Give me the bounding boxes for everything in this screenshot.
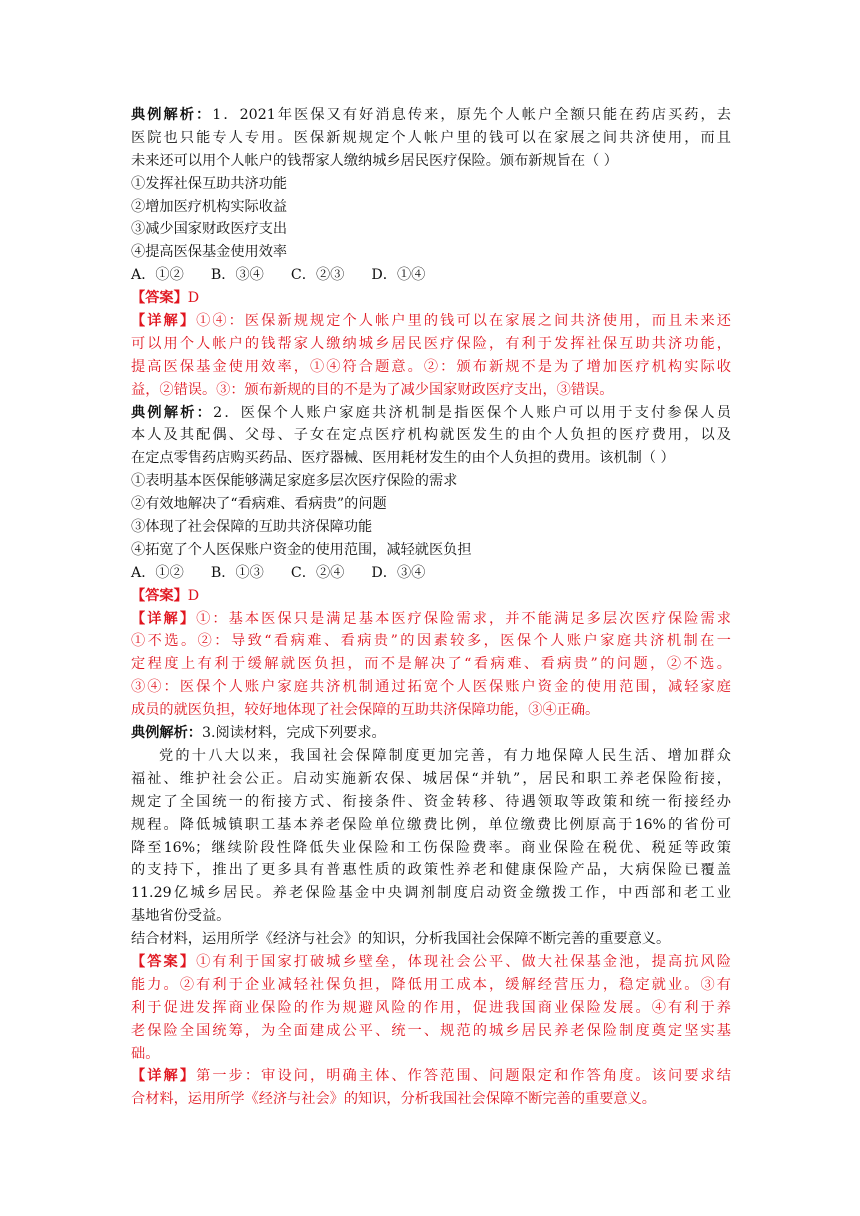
q3-detail-line: 【详解】第一步：审设问，明确主体、作答范围、问题限定和作答角度。该问要求结 (131, 1068, 731, 1085)
q2-option: ③体现了社会保障的互助共济保障功能 (131, 519, 373, 536)
q1-detail-line: 可以用个人帐户的钱帮家人缴纳城乡居民医疗保险，有利于发挥社保互助共济功能， (131, 335, 731, 352)
q3-answer-line: 能力。②有利于企业减轻社保负担，降低用工成本，缓解经营压力，稳定就业。③有 (131, 976, 731, 993)
q2-option: ④拓宽了个人医保账户资金的使用范围，减轻就医负担 (131, 541, 472, 558)
q2-stem-line: 典例解析：2．医保个人账户家庭共济机制是指医保个人账户可以用于支付参保人员 (131, 404, 731, 421)
q1-stem-line: 未来还可以用个人帐户的钱帮家人缴纳城乡居民医疗保险。颁布新规旨在（ ） (131, 152, 618, 169)
q1-stem-line: 典例解析：1．2021年医保又有好消息传来，原先个人帐户全额只能在药店买药，去 (131, 107, 731, 123)
q1-label: 典例解析： (131, 107, 213, 123)
q2-detail-line: ③④：医保个人账户家庭共济机制通过拓宽个人医保账户资金的使用范围，减轻家庭 (131, 679, 731, 696)
q2-detail-line: 成员的就医负担，较好地体现了社会保障的互助共济保障功能，③④正确。 (131, 702, 600, 719)
q1-detail-line: 【详解】①④：医保新规规定个人帐户里的钱可以在家展之间共济使用，而且未来还 (131, 313, 731, 330)
q3-material-line: 的支持下，推出了更多具有普惠性质的政策性养老和健康保险产品，大病保险已覆盖 (131, 862, 731, 879)
q2-answer: 【答案】D (131, 587, 200, 604)
q1-option: ①发挥社保互助共济功能 (131, 175, 288, 192)
document-page (131, 104, 731, 1111)
q2-detail-line: 定程度上有利于缓解就医负担，而不是解决了“看病难、看病贵”的问题，②不选。 (131, 656, 731, 673)
q3-material-line: 规程。降低城镇职工基本养老保险单位缴费比例，单位缴费比例原高于16%的省份可 (131, 816, 731, 833)
q2-stem-line: 在定点零售药店购买药品、医疗器械、医用耗材发生的由个人负担的费用。该机制（ ） (131, 450, 675, 467)
q3-answer-line: 利于促进发挥商业保险的作为规避风险的作用，促进我国商业保险发展。④有利于养 (131, 999, 731, 1016)
q3-intro: 典例解析：3.阅读材料，完成下列要求。 (131, 725, 386, 742)
q3-answer-line: 础。 (131, 1045, 160, 1062)
q2-detail-line: ①不选。②：导致“看病难、看病贵”的因素较多，医保个人账户家庭共济机制在一 (131, 633, 731, 650)
q1-detail-line: 提高医保基金使用效率，①④符合题意。②：颁布新规不是为了增加医疗机构实际收 (131, 358, 731, 375)
q1-detail-line: 益，②错误。③：颁布新规的目的不是为了减少国家财政医疗支出，③错误。 (131, 381, 614, 398)
q1-choices: A．①② B．③④ C．②③ D．①④ (131, 267, 426, 284)
q2-detail-line: 【详解】①：基本医保只是满足基本医疗保险需求，并不能满足多层次医疗保险需求 (131, 610, 731, 627)
q2-choices: A．①② B．①③ C．②④ D．③④ (131, 564, 426, 581)
q3-material-line: 福祉、维护社会公正。启动实施新农保、城居保“并轨”，居民和职工养老保险衔接， (131, 770, 731, 787)
q2-option: ①表明基本医保能够满足家庭多层次医疗保险的需求 (131, 473, 458, 490)
q3-material-line: 党的十八大以来，我国社会保障制度更加完善，有力地保障人民生活、增加群众 (159, 747, 731, 764)
q2-stem-line: 本人及其配偶、父母、子女在定点医疗机构就医发生的由个人负担的医疗费用，以及 (131, 427, 731, 444)
q2-option: ②有效地解决了“看病难、看病贵”的问题 (131, 496, 387, 513)
q3-label: 典例解析： (131, 725, 202, 742)
q1-option: ③减少国家财政医疗支出 (131, 221, 288, 238)
q1-option: ④提高医保基金使用效率 (131, 244, 288, 261)
q2-label: 典例解析： (131, 404, 214, 421)
q3-material-line: 降至16%；继续阶段性降低失业保险和工伤保险费率。商业保险在税优、税延等政策 (131, 839, 731, 856)
q3-material-line: 基地省份受益。 (131, 908, 231, 925)
q3-answer-line: 老保险全国统筹，为全面建成公平、统一、规范的城乡居民养老保险制度奠定坚实基 (131, 1022, 731, 1039)
q3-question: 结合材料，运用所学《经济与社会》的知识，分析我国社会保障不断完善的重要意义。 (131, 931, 671, 948)
q3-material-line: 11.29亿城乡居民。养老保险基金中央调剂制度启动资金缴拨工作，中西部和老工业 (131, 885, 731, 902)
q1-answer: 【答案】D (131, 290, 200, 307)
q3-answer-line: 【答案】①有利于国家打破城乡壁垒，体现社会公平、做大社保基金池，提高抗风险 (131, 953, 731, 970)
q3-material-line: 规定了全国统一的衔接方式、衔接条件、资金转移、待遇领取等政策和统一衔接经办 (131, 793, 731, 810)
q1-stem-line: 医院也只能专人专用。医保新规规定个人帐户里的钱可以在家展之间共济使用，而且 (131, 129, 731, 146)
q3-detail-line: 合材料，运用所学《经济与社会》的知识，分析我国社会保障不断完善的重要意义。 (131, 1091, 656, 1108)
q1-option: ②增加医疗机构实际收益 (131, 198, 288, 215)
